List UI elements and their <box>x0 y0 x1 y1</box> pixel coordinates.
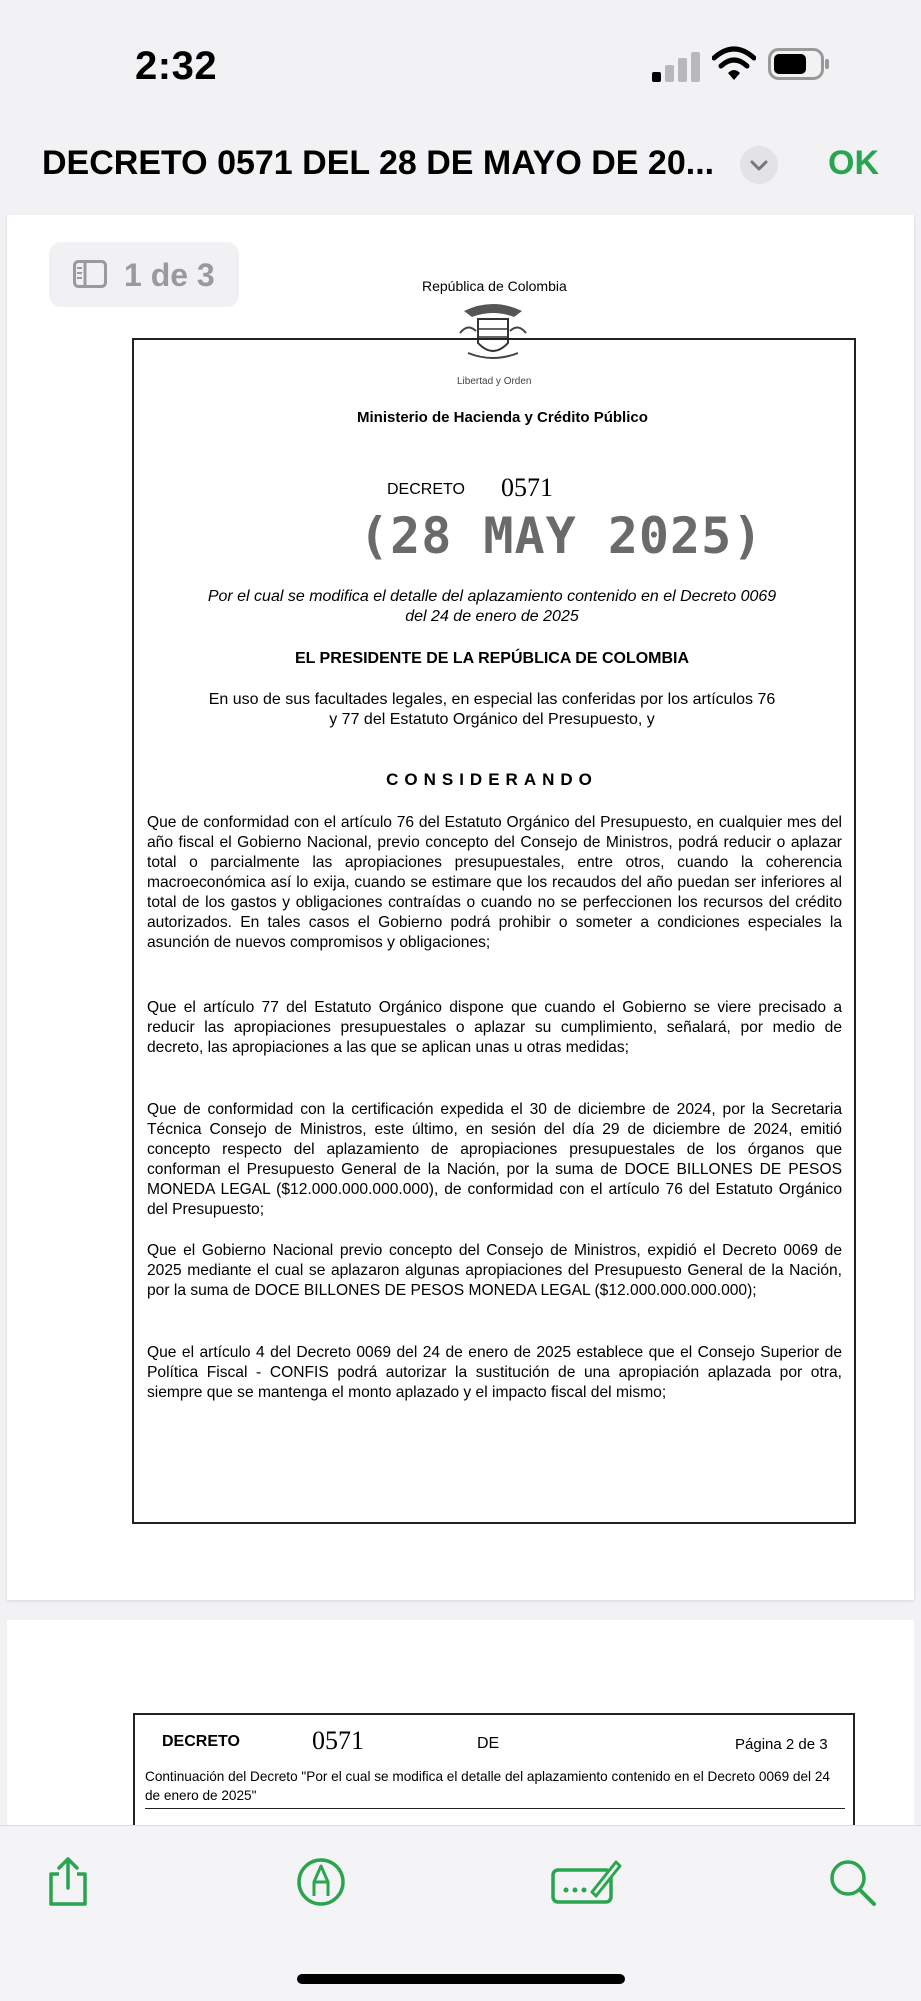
considerando-paragraph: Que el artículo 4 del Decreto 0069 del 24 de enero de 2025 establece que el Consejo Superior de Política Fiscal - CONFIS podrá autorizar la sustitución de una apropiación aplazada por otra, siempre que se mantenga el monto aplazado y el impacto fiscal del mismo; <box>147 1344 842 1401</box>
decree-date-stamp: (28 MAY 2025) <box>359 507 764 565</box>
markup-icon[interactable] <box>295 1856 347 1908</box>
decree-subtitle: Por el cual se modifica el detalle del aplazamiento contenido en el Decreto 0069 del 24 de enero de 2025 <box>207 588 777 625</box>
president-heading: EL PRESIDENTE DE LA REPÚBLICA DE COLOMBIA <box>294 650 690 667</box>
faculties-text: En uso de sus facultades legales, en especial las conferidas por los artículos 76 y 77 del Estatuto Orgánico del Presupuesto, y <box>208 691 776 728</box>
document-title[interactable]: DECRETO 0571 DEL 28 DE MAYO DE 20... <box>42 144 715 182</box>
wifi-icon <box>712 46 756 82</box>
page-indicator[interactable] <box>49 242 239 307</box>
ok-button[interactable]: OK <box>828 144 879 182</box>
battery-icon <box>768 48 830 80</box>
page-indicator-label: 1 de 3 <box>124 257 215 293</box>
considerando-paragraph: Que el Gobierno Nacional previo concepto del Consejo de Ministros, expidió el Decreto 0069 de 2025 mediante el cual se aplazaron algunas apropiaciones del Presupuesto General de la Nación, por la suma de DOCE BILLONES DE PESOS MONEDA LEGAL ($12.000.000.000.000); <box>147 1242 842 1299</box>
considerando-paragraph: Que de conformidad con el artículo 76 del Estatuto Orgánico del Presupuesto, en cualquier mes del año fiscal el Gobierno Nacional, previo concepto del Consejo de Ministros, podrá reducir o aplazar total o parcialmente las apropiaciones presupuestales, entre otros, cuando la coherencia macroeconómica así lo exija, cuando se estimare que los recaudos del año puedan ser inferiores al total de los gastos y obligaciones contraídas o cuando no se perfeccionen los recursos del crédito autorizados. En tales casos el Gobierno podrá prohibir o someter a condiciones especiales la asunción de nuevos compromisos y obligaciones; <box>147 814 842 951</box>
page2-divider <box>145 1808 845 1809</box>
page2-page-number: Página 2 de 3 <box>735 1736 828 1753</box>
page2-de-label: DE <box>477 1735 500 1752</box>
document-title-bar <box>0 120 921 215</box>
document-page-2 <box>7 1620 914 1825</box>
cellular-signal-icon <box>652 52 702 82</box>
page2-continuation-text: Continuación del Decreto "Por el cual se modifica el detalle del aplazamiento contenido en el Decreto 0069 del 24 de enero de 2025" <box>145 1769 830 1803</box>
chevron-down-icon[interactable] <box>740 146 778 184</box>
decree-label: DECRETO <box>387 481 465 498</box>
bottom-toolbar <box>0 1825 921 2001</box>
decree-number: 0571 <box>501 473 553 502</box>
status-time: 2:32 <box>135 44 218 88</box>
ministry-heading: Ministerio de Hacienda y Crédito Público <box>357 409 648 426</box>
search-icon[interactable] <box>826 1856 878 1908</box>
considerando-heading: CONSIDERANDO <box>386 770 598 789</box>
document-viewer[interactable] <box>0 215 921 1825</box>
page2-decree-number: 0571 <box>312 1726 364 1755</box>
motto-text: Libertad y Orden <box>457 376 532 387</box>
considerando-paragraph: Que el artículo 77 del Estatuto Orgánico dispone que cuando el Gobierno se viere precisado a reducir las apropiaciones presupuestales o aplazar su cumplimiento, señalará, por medio de decreto, las apropiaciones a las que se aplican unas u otras medidas; <box>147 999 842 1056</box>
document-page-1 <box>7 215 914 1600</box>
page2-decree-label: DECRETO <box>162 1733 240 1750</box>
share-icon[interactable] <box>42 1856 94 1908</box>
sidebar-icon <box>73 260 107 288</box>
status-bar <box>0 0 921 120</box>
considerando-paragraph: Que de conformidad con la certificación expedida el 30 de diciembre de 2024, por la Secretaria Técnica Consejo de Ministros, este último, en sesión del día 29 de diciembre de 2024, emitió concepto respecto del aplazamiento de apropiaciones presupuestales de los órganos que conforman el Presupuesto General de la Nación, por la suma de DOCE BILLONES DE PESOS MONEDA LEGAL ($12.000.000.000.000), de conformidad con el artículo 76 del Estatuto Orgánico del Presupuesto; <box>147 1101 842 1218</box>
signature-icon[interactable] <box>550 1856 622 1908</box>
home-indicator[interactable] <box>297 1974 625 1984</box>
republic-heading: República de Colombia <box>422 278 567 294</box>
